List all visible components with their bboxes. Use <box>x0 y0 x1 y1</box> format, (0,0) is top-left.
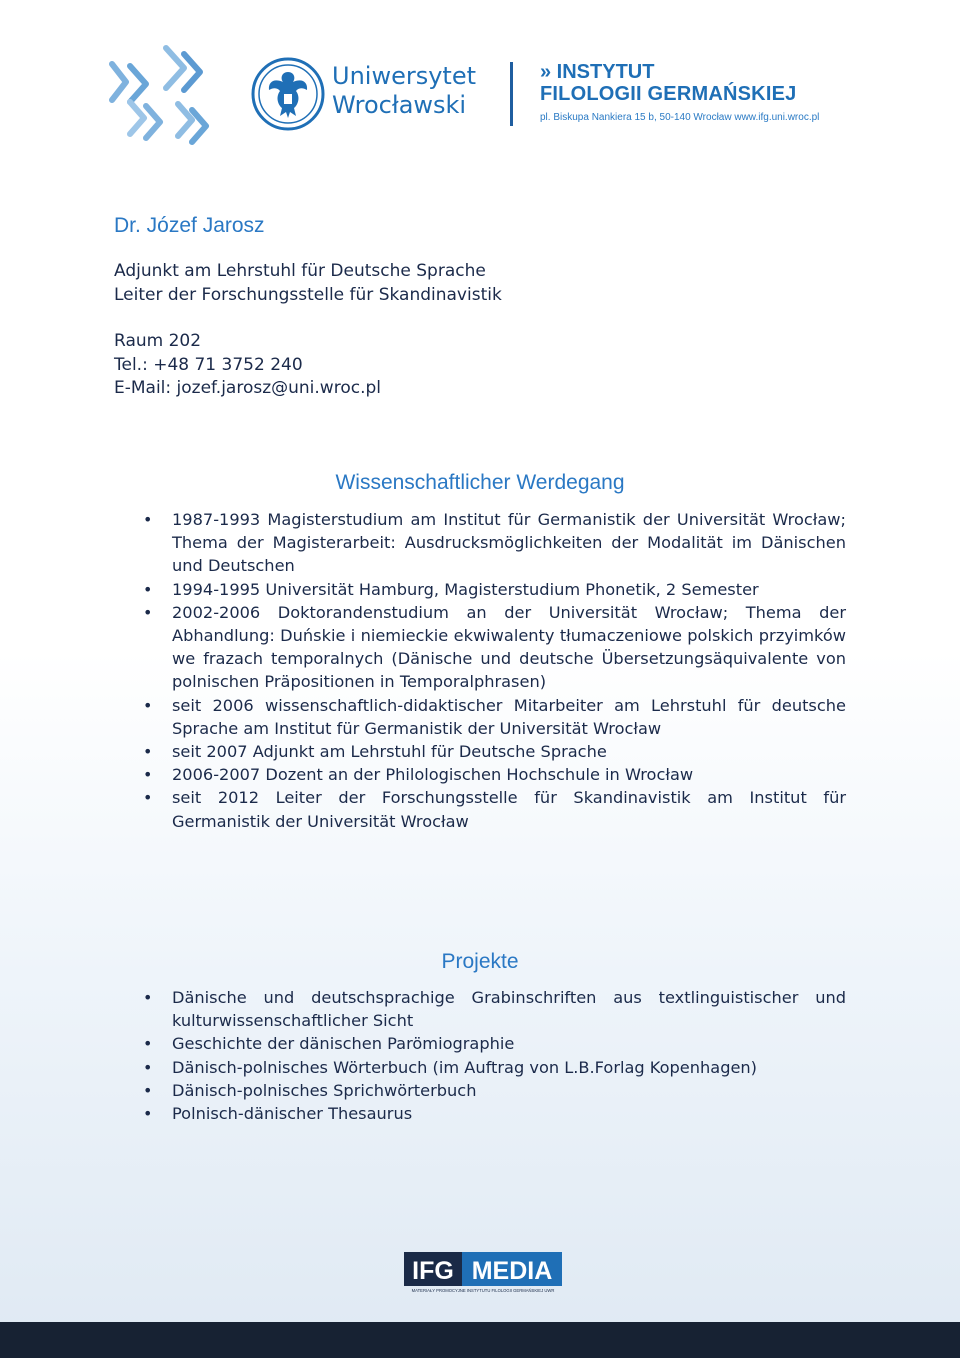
logo-part-media: MEDIA <box>471 1257 553 1285</box>
projects-section-title: Projekte <box>441 950 519 973</box>
header-divider <box>510 62 513 126</box>
phone: Tel.: +48 71 3752 240 <box>114 354 303 375</box>
list-item: • 1987-1993 Magisterstudium am Institut für Germanistik der Universität Wrocław; Thema der Magisterarbeit: Ausdrucksmöglichkeiten der Modalität im Dänischen und Deutschen <box>144 508 846 578</box>
room: Raum 202 <box>114 331 202 351</box>
chevron-logo-icon <box>108 44 218 156</box>
list-item: • Dänisch-polnisches Wörterbuch (im Auftrag von L.B.Forlag Kopenhagen) <box>144 1056 846 1079</box>
list-item: • 2006-2007 Dozent an der Philologischen Hochschule in Wrocław <box>144 763 846 786</box>
ifg-media-logo <box>404 1252 562 1294</box>
projects-list <box>144 986 846 1125</box>
list-item: • seit 2006 wissenschaftlich-didaktischer Mitarbeiter am Lehrstuhl für deutsche Sprache am Institut für Germanistik der Universität Wrocław <box>144 694 846 740</box>
list-item: • Polnisch-dänischer Thesaurus <box>144 1102 846 1125</box>
logo-tagline: MATERIAŁY PROMOCYJNE INSTYTUTU FILOLOGII GERMAŃSKIEJ UWR <box>411 1288 555 1293</box>
institute-label: » INSTYTUT <box>540 61 655 83</box>
university-name <box>332 62 476 120</box>
career-section-title: Wissenschaftlicher Werdegang <box>335 471 625 494</box>
list-item: • Geschichte der dänischen Parömiographie <box>144 1032 846 1055</box>
university-seal-icon <box>250 56 326 132</box>
logo-part-ifg: IFG <box>412 1257 454 1285</box>
list-item: • Dänische und deutschsprachige Grabinschriften aus textlinguistischer und kulturwissenschaftlicher Sicht <box>144 986 846 1032</box>
footer-bar <box>0 1322 960 1358</box>
university-name-line2: Wrocławski <box>332 91 467 119</box>
email: E-Mail: jozef.jarosz@uni.wroc.pl <box>114 378 381 398</box>
institute-name: FILOLOGII GERMAŃSKIEJ <box>540 83 797 105</box>
career-list <box>144 508 846 833</box>
list-item: • seit 2007 Adjunkt am Lehrstuhl für Deutsche Sprache <box>144 740 846 763</box>
position-line-1: Adjunkt am Lehrstuhl für Deutsche Sprache <box>114 261 486 281</box>
institute-address: pl. Biskupa Nankiera 15 b, 50-140 Wrocław www.ifg.uni.wroc.pl <box>540 112 820 123</box>
person-name: Dr. Józef Jarosz <box>114 214 265 237</box>
list-item: • seit 2012 Leiter der Forschungsstelle für Skandinavistik am Institut für Germanistik der Universität Wrocław <box>144 786 846 832</box>
contact-block <box>114 212 846 401</box>
list-item: • 1994-1995 Universität Hamburg, Magisterstudium Phonetik, 2 Semester <box>144 578 846 601</box>
position-line-2: Leiter der Forschungsstelle für Skandinavistik <box>114 284 502 305</box>
list-item: • Dänisch-polnisches Sprichwörterbuch <box>144 1079 846 1102</box>
institute-block <box>540 62 819 125</box>
university-name-line1: Uniwersytet <box>332 62 476 90</box>
spacer <box>114 307 846 330</box>
page-header <box>0 0 960 160</box>
list-item: • 2002-2006 Doktorandenstudium an der Universität Wrocław; Thema der Abhandlung: Duńskie i niemieckie ekwiwalenty tłumaczeniowe polskich przyimków we frazach temporalnych (Dänische und deutsche Übersetzungsäquivalente von polnischen Präpositionen in Temporalphrasen) <box>144 601 846 694</box>
